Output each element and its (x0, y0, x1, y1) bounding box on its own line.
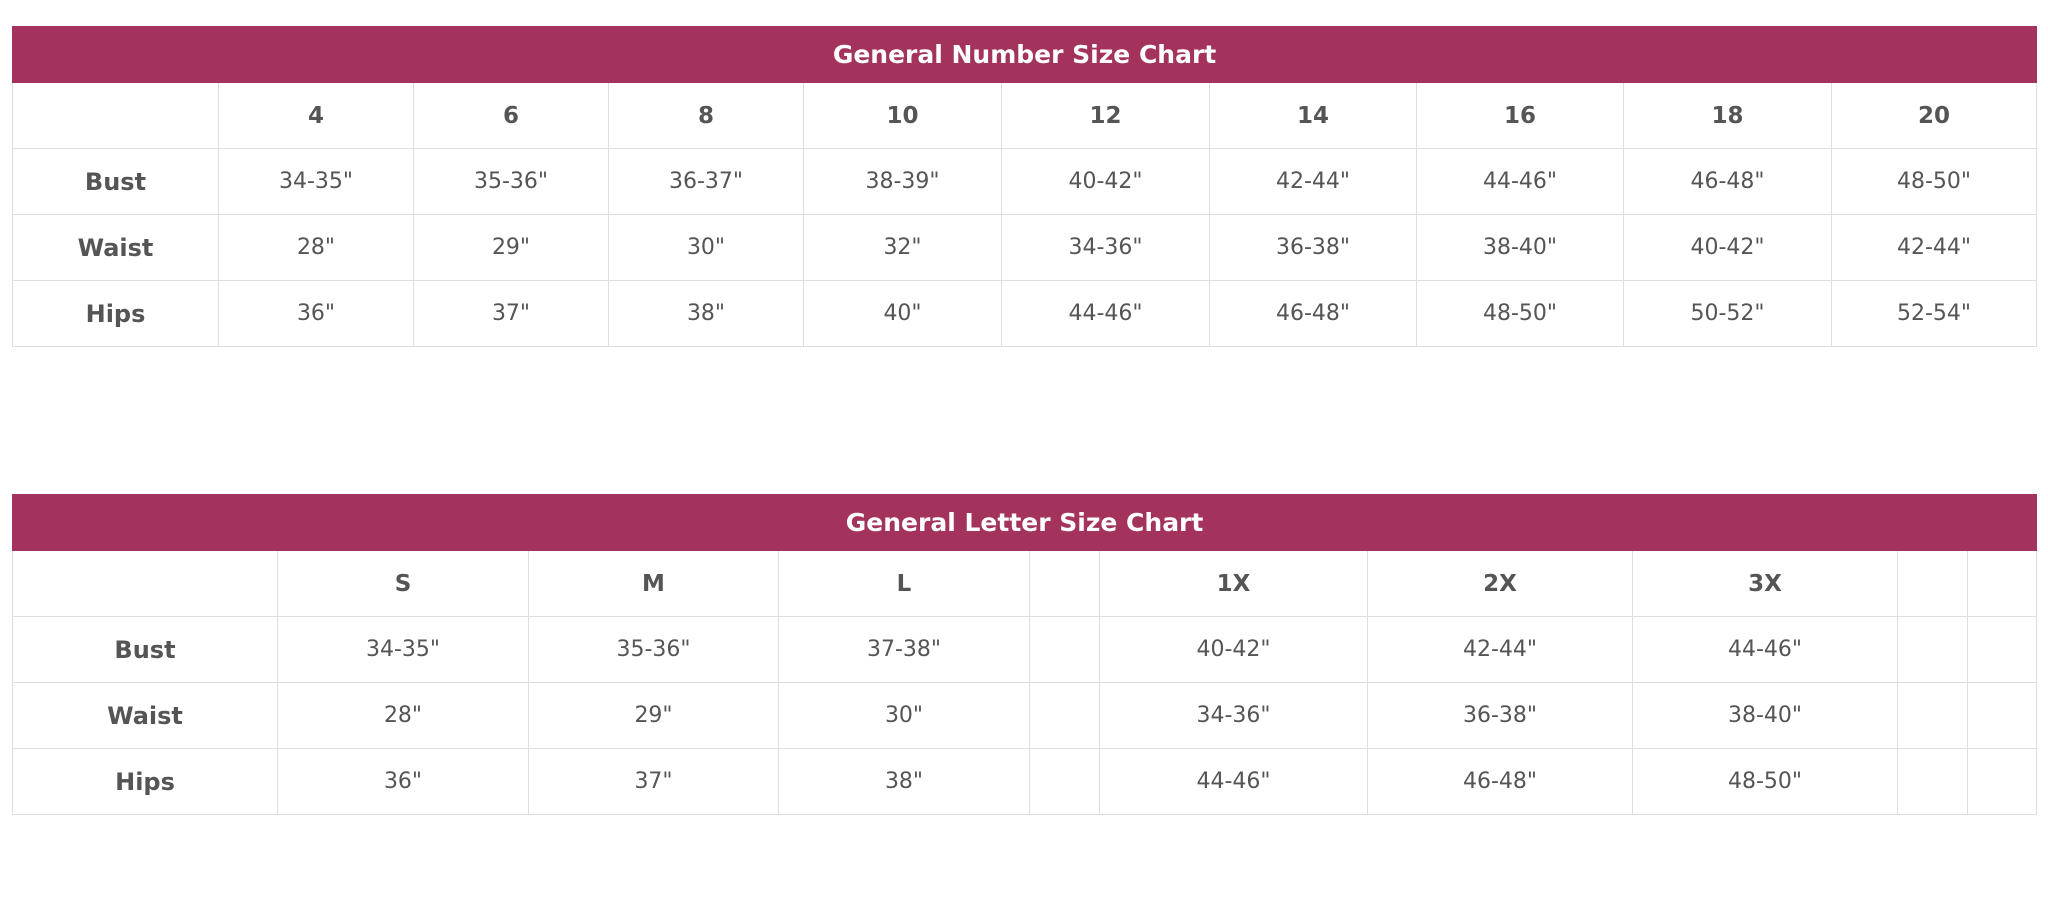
table-row (13, 149, 2037, 215)
table-cell: 36-38" (1210, 215, 1417, 281)
size-header-cell: 2X (1368, 551, 1633, 617)
table-cell: 36-38" (1368, 683, 1633, 749)
size-header-cell: 6 (414, 83, 609, 149)
table-cell: 48-50" (1832, 149, 2037, 215)
table-cell: 40-42" (1624, 215, 1832, 281)
table-cell: 37-38" (779, 617, 1030, 683)
table-cell: 46-48" (1624, 149, 1832, 215)
table-cell: 42-44" (1210, 149, 1417, 215)
table-cell: 42-44" (1832, 215, 2037, 281)
table-cell: 30" (779, 683, 1030, 749)
table-cell (1898, 749, 1968, 815)
table-row (13, 683, 2037, 749)
row-label: Hips (13, 749, 278, 815)
table-cell: 42-44" (1368, 617, 1633, 683)
size-header-cell: 14 (1210, 83, 1417, 149)
table-cell: 46-48" (1368, 749, 1633, 815)
size-header-cell: 18 (1624, 83, 1832, 149)
table-cell: 46-48" (1210, 281, 1417, 347)
table-cell: 34-36" (1002, 215, 1210, 281)
size-header-cell: S (278, 551, 529, 617)
row-label: Waist (13, 215, 219, 281)
table-cell: 38" (779, 749, 1030, 815)
table-cell: 38-40" (1417, 215, 1624, 281)
table-cell: 40-42" (1100, 617, 1368, 683)
table-cell: 44-46" (1417, 149, 1624, 215)
table-cell: 29" (529, 683, 779, 749)
table-cell: 35-36" (529, 617, 779, 683)
row-label: Bust (13, 617, 278, 683)
table-cell: 50-52" (1624, 281, 1832, 347)
size-header-cell: 16 (1417, 83, 1624, 149)
table-cell (1030, 617, 1100, 683)
table-cell: 30" (609, 215, 804, 281)
size-header-cell: 20 (1832, 83, 2037, 149)
table-cell: 36" (219, 281, 414, 347)
chart-title: General Letter Size Chart (13, 495, 2037, 551)
table-cell: 35-36" (414, 149, 609, 215)
row-label: Waist (13, 683, 278, 749)
letter-size-chart (12, 494, 2037, 815)
table-cell: 34-36" (1100, 683, 1368, 749)
table-cell (1968, 749, 2037, 815)
table-cell: 52-54" (1832, 281, 2037, 347)
table-cell: 40-42" (1002, 149, 1210, 215)
table-cell: 34-35" (278, 617, 529, 683)
title-row (13, 27, 2037, 83)
size-header-cell: 10 (804, 83, 1002, 149)
size-header-cell: 4 (219, 83, 414, 149)
size-header-cell: 12 (1002, 83, 1210, 149)
size-header-row (13, 551, 2037, 617)
size-header-cell: M (529, 551, 779, 617)
row-label: Hips (13, 281, 219, 347)
table-cell: 38-40" (1633, 683, 1898, 749)
table-cell: 37" (529, 749, 779, 815)
size-header-cell: 3X (1633, 551, 1898, 617)
size-header-cell: 1X (1100, 551, 1368, 617)
number-size-chart (12, 26, 2037, 347)
table-row (13, 617, 2037, 683)
size-header-cell: L (779, 551, 1030, 617)
size-header-cell (1030, 551, 1100, 617)
table-cell: 28" (278, 683, 529, 749)
table-cell: 40" (804, 281, 1002, 347)
table-row (13, 749, 2037, 815)
table-cell: 38" (609, 281, 804, 347)
table-cell: 48-50" (1417, 281, 1624, 347)
table-cell: 44-46" (1002, 281, 1210, 347)
size-header-cell: 8 (609, 83, 804, 149)
table-cell: 32" (804, 215, 1002, 281)
size-header-row (13, 83, 2037, 149)
table-cell: 28" (219, 215, 414, 281)
table-cell (1898, 617, 1968, 683)
corner-cell (13, 551, 278, 617)
table-cell: 48-50" (1633, 749, 1898, 815)
chart-title: General Number Size Chart (13, 27, 2037, 83)
table-cell: 29" (414, 215, 609, 281)
table-cell (1898, 683, 1968, 749)
title-row (13, 495, 2037, 551)
table-row (13, 215, 2037, 281)
table-cell: 36-37" (609, 149, 804, 215)
table-cell: 36" (278, 749, 529, 815)
table-cell (1030, 749, 1100, 815)
size-header-cell (1898, 551, 1968, 617)
table-cell: 37" (414, 281, 609, 347)
table-cell (1968, 617, 2037, 683)
size-header-cell (1968, 551, 2037, 617)
table-cell: 34-35" (219, 149, 414, 215)
table-cell (1968, 683, 2037, 749)
row-label: Bust (13, 149, 219, 215)
table-cell (1030, 683, 1100, 749)
table-cell: 44-46" (1633, 617, 1898, 683)
table-cell: 38-39" (804, 149, 1002, 215)
table-row (13, 281, 2037, 347)
table-cell: 44-46" (1100, 749, 1368, 815)
corner-cell (13, 83, 219, 149)
